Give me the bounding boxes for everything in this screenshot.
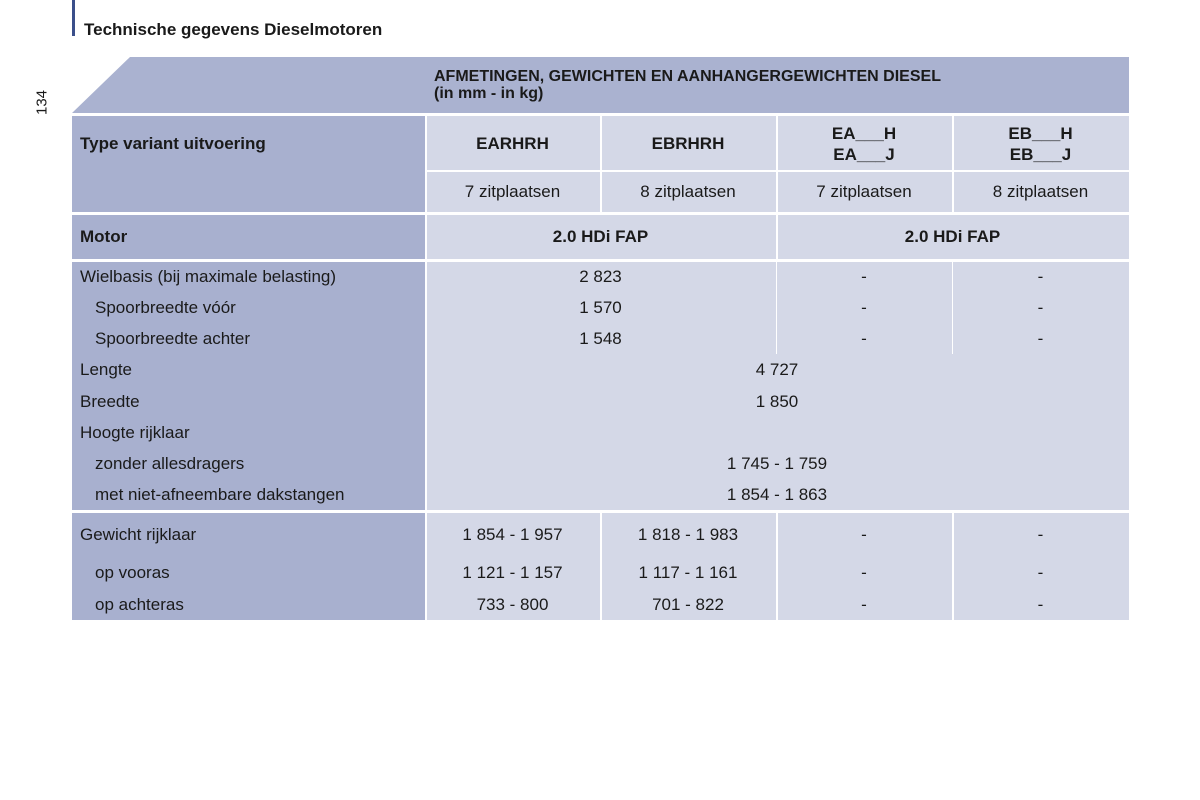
column-divider — [776, 116, 778, 259]
dimension-value: 1 570 — [579, 297, 622, 317]
type-column-3 — [776, 116, 952, 171]
dimension-value: 1 854 - 1 863 — [726, 485, 828, 504]
type-code: EARHRH — [476, 134, 549, 153]
weight-value: - — [776, 556, 952, 590]
type-code: EA___H — [831, 123, 897, 143]
column-divider — [952, 513, 954, 620]
type-column-2 — [600, 116, 776, 171]
weight-value: 1 117 - 1 161 — [600, 556, 776, 590]
weight-value: - — [952, 556, 1129, 590]
dimension-label: Breedte — [72, 386, 425, 417]
weight-value: - — [776, 513, 952, 556]
label-column-divider — [425, 113, 427, 620]
dimension-value: - — [1037, 328, 1044, 348]
weight-value: 1 121 - 1 157 — [425, 556, 600, 590]
seats-cell: 8 zitplaatsen — [952, 171, 1129, 212]
seats-cell: 7 zitplaatsen — [425, 171, 600, 212]
weight-value: - — [776, 590, 952, 620]
dimension-value: 4 727 — [755, 360, 799, 379]
weight-value: 1 818 - 1 983 — [600, 513, 776, 556]
dimension-value: - — [1037, 267, 1044, 286]
column-divider — [600, 513, 602, 620]
row-divider — [425, 170, 1129, 172]
column-divider — [600, 116, 602, 212]
type-code-alt: EB___J — [1009, 144, 1072, 164]
motor-value: 2.0 HDi FAP — [425, 215, 776, 259]
type-column-1 — [425, 116, 600, 171]
dimension-label: Spoorbreedte vóór — [72, 292, 425, 323]
type-variant-label: Type variant uitvoering — [72, 116, 425, 212]
type-code: EBRHRH — [651, 134, 725, 153]
weight-value: 701 - 822 — [600, 590, 776, 620]
dimension-value: - — [861, 267, 867, 286]
dimension-value — [425, 417, 1129, 448]
dimension-label: Spoorbreedte achter — [72, 323, 425, 354]
weight-label: op achteras — [72, 590, 425, 620]
motor-label: Motor — [72, 215, 425, 259]
dimension-label: met niet-afneembare dakstangen — [72, 480, 425, 510]
dimension-value: - — [861, 328, 867, 348]
section-title: Technische gegevens Dieselmotoren — [84, 20, 383, 39]
table-title — [434, 68, 941, 102]
dimension-label: zonder allesdragers — [72, 448, 425, 480]
dimension-label: Hoogte rijklaar — [72, 417, 425, 448]
dimension-label: Wielbasis (bij maximale belasting) — [72, 262, 425, 292]
dimension-value: 1 850 — [755, 391, 799, 411]
type-code-alt: EA___J — [833, 144, 895, 164]
motor-value: 2.0 HDi FAP — [776, 215, 1129, 259]
weight-value: 1 854 - 1 957 — [425, 513, 600, 556]
column-divider — [776, 513, 778, 620]
dimension-value: - — [861, 297, 867, 317]
seats-cell: 7 zitplaatsen — [776, 171, 952, 212]
dimension-value: 1 745 - 1 759 — [726, 454, 828, 473]
weight-value: - — [952, 590, 1129, 620]
type-code: EB___H — [1008, 123, 1073, 143]
weight-label: Gewicht rijklaar — [72, 513, 425, 556]
column-divider — [952, 116, 954, 212]
dimension-value: 1 548 — [579, 328, 622, 348]
section-accent-bar — [72, 0, 75, 36]
table-title-line2: (in mm - in kg) — [434, 85, 544, 102]
page-number: 134 — [33, 89, 51, 116]
weight-label: op vooras — [72, 556, 425, 590]
table-title-line1: AFMETINGEN, GEWICHTEN EN AANHANGERGEWICHTEN DIESEL — [434, 68, 941, 85]
dimension-label: Lengte — [72, 354, 425, 386]
dimension-value: 2 823 — [579, 267, 622, 286]
type-column-4 — [952, 116, 1129, 171]
dimension-value: - — [1037, 297, 1044, 317]
seats-cell: 8 zitplaatsen — [600, 171, 776, 212]
weight-value: 733 - 800 — [425, 590, 600, 620]
weight-value: - — [952, 513, 1129, 556]
